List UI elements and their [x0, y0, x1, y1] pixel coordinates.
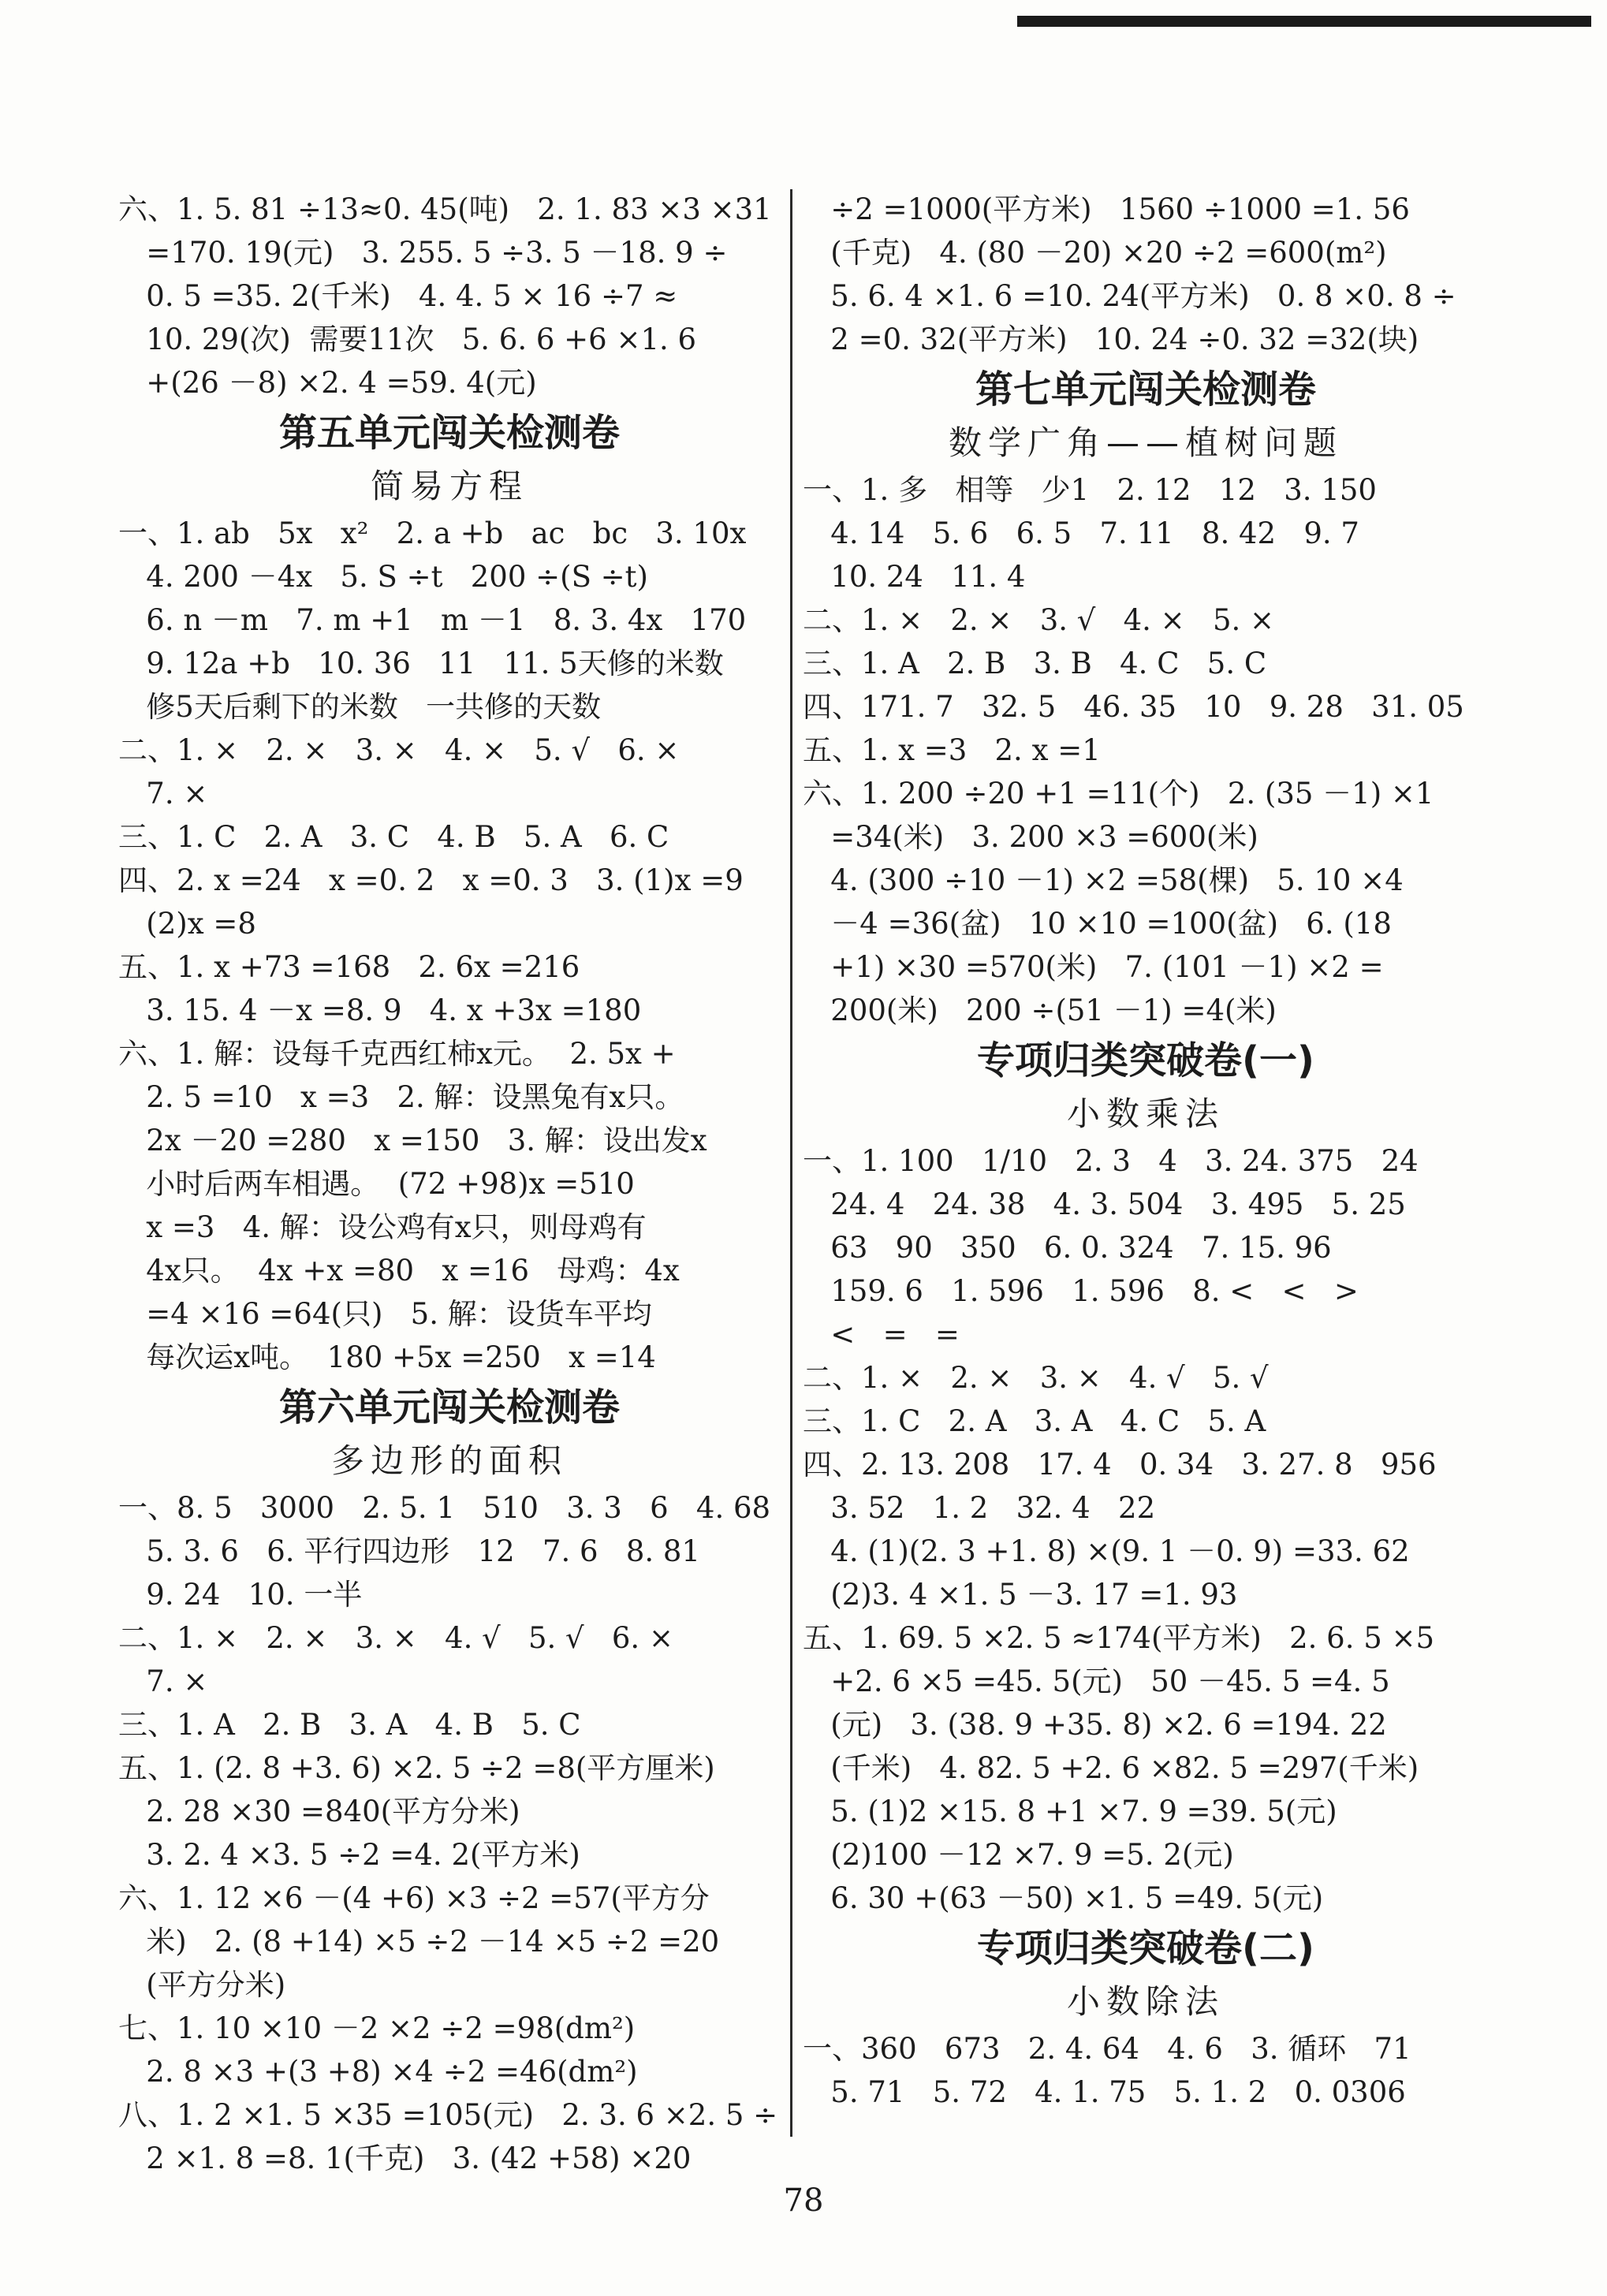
answer-line: 五、1. x =3 2. x =1 — [803, 733, 1101, 767]
answer-line: 三、1. A 2. B 3. B 4. C 5. C — [803, 647, 1267, 680]
answer-line: 一、8. 5 3000 2. 5. 1 510 3. 3 6 4. 68 — [118, 1491, 771, 1525]
answer-line: 五、1. (2. 8 +3. 6) ×2. 5 ÷2 =8(平方厘米) — [118, 1751, 715, 1785]
section-title: 专项归类突破卷(二) — [977, 1926, 1314, 1970]
answer-line: < = = — [803, 1318, 960, 1351]
answer-line: 六、1. 解：设每千克西红柿x元。 2. 5x + — [118, 1037, 676, 1071]
answer-line: 4. (1)(2. 3 +1. 8) ×(9. 1 －0. 9) =33. 62 — [803, 1534, 1410, 1568]
answer-line: +(26 －8) ×2. 4 =59. 4(元) — [118, 366, 537, 400]
answer-line: 三、1. C 2. A 3. A 4. C 5. A — [803, 1404, 1266, 1438]
answer-line: ÷2 =1000(平方米) 1560 ÷1000 =1. 56 — [803, 192, 1410, 226]
answer-line: 六、1. 5. 81 ÷13≈0. 45(吨) 2. 1. 83 ×3 ×31 — [118, 192, 772, 226]
answer-line: 5. 71 5. 72 4. 1. 75 5. 1. 2 0. 0306 — [803, 2075, 1406, 2109]
answer-line: 6. 30 +(63 －50) ×1. 5 =49. 5(元) — [803, 1881, 1324, 1915]
answer-line: 八、1. 2 ×1. 5 ×35 =105(元) 2. 3. 6 ×2. 5 ÷ — [118, 2098, 778, 2132]
answer-line: 63 90 350 6. 0. 324 7. 15. 96 — [803, 1231, 1332, 1265]
answer-line: 四、2. 13. 208 17. 4 0. 34 3. 27. 8 956 — [803, 1448, 1437, 1482]
answer-line: 4. 200 －4x 5. S ÷t 200 ÷(S ÷t) — [118, 560, 648, 594]
answer-line: 6. n －m 7. m +1 m －1 8. 3. 4x 170 — [118, 603, 747, 637]
answer-line: 二、1. × 2. × 3. × 4. × 5. √ 6. × — [118, 733, 680, 767]
answer-line: (千米) 4. 82. 5 +2. 6 ×82. 5 =297(千米) — [803, 1751, 1419, 1785]
answer-line: x =3 4. 解：设公鸡有x只，则母鸡有 — [118, 1210, 647, 1244]
answer-line: 2. 28 ×30 =840(平方分米) — [118, 1795, 520, 1828]
answer-line: 四、2. x =24 x =0. 2 x =0. 3 3. (1)x =9 — [118, 863, 744, 897]
answer-line: 200(米) 200 ÷(51 －1) =4(米) — [803, 993, 1277, 1027]
answer-line: 2. 8 ×3 +(3 +8) ×4 ÷2 =46(dm²) — [118, 2055, 638, 2089]
answer-line: =4 ×16 =64(只) 5. 解：设货车平均 — [118, 1297, 652, 1331]
answer-line: 七、1. 10 ×10 －2 ×2 ÷2 =98(dm²) — [118, 2011, 636, 2045]
answer-line: =34(米) 3. 200 ×3 =600(米) — [803, 820, 1258, 854]
answer-line: 2x －20 =280 x =150 3. 解：设出发x — [118, 1124, 707, 1157]
answer-line: 9. 24 10. 一半 — [118, 1578, 363, 1612]
answer-line: 10. 29(次) 需要11次 5. 6. 6 +6 ×1. 6 — [118, 322, 697, 356]
answer-line: 5. 3. 6 6. 平行四边形 12 7. 6 8. 81 — [118, 1534, 700, 1568]
answer-line: 3. 15. 4 －x =8. 9 4. x +3x =180 — [118, 993, 642, 1027]
answer-line: 三、1. A 2. B 3. A 4. B 5. C — [118, 1708, 581, 1742]
section-subtitle: 多边形的面积 — [330, 1441, 568, 1480]
answer-line: 五、1. 69. 5 ×2. 5 ≈174(平方米) 2. 6. 5 ×5 — [803, 1621, 1435, 1655]
section-subtitle: 数学广角——植树问题 — [948, 423, 1343, 462]
answer-line: 2 =0. 32(平方米) 10. 24 ÷0. 32 =32(块) — [803, 322, 1419, 356]
answer-line: 0. 5 =35. 2(千米) 4. 4. 5 × 16 ÷7 ≈ — [118, 279, 678, 313]
answer-line: 每次运x吨。 180 +5x =250 x =14 — [118, 1340, 656, 1374]
answer-line: 一、360 673 2. 4. 64 4. 6 3. 循环 71 — [803, 2032, 1411, 2066]
answer-line: 5. (1)2 ×15. 8 +1 ×7. 9 =39. 5(元) — [803, 1795, 1337, 1828]
left-column — [118, 188, 781, 2180]
right-column — [803, 188, 1489, 2114]
answer-line: 小时后两车相遇。 (72 +98)x =510 — [118, 1167, 635, 1201]
answer-line: 一、1. 多 相等 少1 2. 12 12 3. 150 — [803, 473, 1377, 507]
answer-line: (2)100 －12 ×7. 9 =5. 2(元) — [803, 1838, 1234, 1872]
section-title: 第七单元闯关检测卷 — [975, 367, 1316, 412]
section-title: 第六单元闯关检测卷 — [278, 1385, 620, 1429]
answer-line: 7. × — [118, 777, 208, 811]
answer-line: (2)x =8 — [118, 907, 256, 941]
answer-line: 3. 52 1. 2 32. 4 22 — [803, 1491, 1156, 1525]
section-title: 第五单元闯关检测卷 — [278, 411, 620, 455]
answer-line: 二、1. × 2. × 3. √ 4. × 5. × — [803, 603, 1275, 637]
answer-line: 2 ×1. 8 =8. 1(千克) 3. (42 +58) ×20 — [118, 2141, 692, 2175]
answer-line: 一、1. 100 1/10 2. 3 4 3. 24. 375 24 — [803, 1144, 1419, 1178]
answer-line: 米) 2. (8 +14) ×5 ÷2 －14 ×5 ÷2 =20 — [118, 1925, 720, 1959]
answer-line: 2. 5 =10 x =3 2. 解：设黑兔有x只。 — [118, 1080, 684, 1114]
answer-line: (元) 3. (38. 9 +35. 8) ×2. 6 =194. 22 — [803, 1708, 1387, 1742]
answer-line: 9. 12a +b 10. 36 11 11. 5天修的米数 — [118, 647, 724, 680]
answer-line: 4. (300 ÷10 －1) ×2 =58(棵) 5. 10 ×4 — [803, 863, 1404, 897]
answer-line: 159. 6 1. 596 1. 596 8. < < > — [803, 1274, 1359, 1308]
answer-line: 7. × — [118, 1664, 208, 1698]
answer-line: 二、1. × 2. × 3. × 4. √ 5. √ — [803, 1361, 1269, 1395]
answer-line: 六、1. 200 ÷20 +1 =11(个) 2. (35 －1) ×1 — [803, 777, 1434, 811]
answer-line: 五、1. x +73 =168 2. 6x =216 — [118, 950, 580, 984]
section-subtitle: 小数除法 — [1066, 1982, 1225, 2021]
answer-line: 5. 6. 4 ×1. 6 =10. 24(平方米) 0. 8 ×0. 8 ÷ — [803, 279, 1456, 313]
answer-line: 六、1. 12 ×6 －(4 +6) ×3 ÷2 =57(平方分 — [118, 1881, 710, 1915]
answer-line: 4x只。 4x +x =80 x =16 母鸡：4x — [118, 1254, 680, 1288]
answer-line: +2. 6 ×5 =45. 5(元) 50 －45. 5 =4. 5 — [803, 1664, 1390, 1698]
answer-line: (2)3. 4 ×1. 5 －3. 17 =1. 93 — [803, 1578, 1238, 1612]
section-subtitle: 小数乘法 — [1066, 1094, 1225, 1133]
answer-line: 二、1. × 2. × 3. × 4. √ 5. √ 6. × — [118, 1621, 673, 1655]
page-number: 78 — [783, 2182, 824, 2219]
answer-line: 4. 14 5. 6 6. 5 7. 11 8. 42 9. 7 — [803, 516, 1359, 550]
top-decorative-rule — [1017, 16, 1591, 27]
answer-line: 10. 24 11. 4 — [803, 560, 1026, 594]
answer-line: +1) ×30 =570(米) 7. (101 －1) ×2 = — [803, 950, 1384, 984]
answer-line: 24. 4 24. 38 4. 3. 504 3. 495 5. 25 — [803, 1187, 1406, 1221]
answer-line: (千克) 4. (80 －20) ×20 ÷2 =600(m²) — [803, 236, 1387, 270]
answer-line: 三、1. C 2. A 3. C 4. B 5. A 6. C — [118, 820, 669, 854]
answer-line: (平方分米) — [118, 1968, 286, 2002]
answer-line: －4 =36(盆) 10 ×10 =100(盆) 6. (18 — [803, 907, 1392, 941]
answer-line: 四、171. 7 32. 5 46. 35 10 9. 28 31. 05 — [803, 690, 1464, 724]
answer-line: 3. 2. 4 ×3. 5 ÷2 =4. 2(平方米) — [118, 1838, 580, 1872]
section-title: 专项归类突破卷(一) — [977, 1038, 1314, 1083]
column-divider — [790, 189, 792, 2137]
section-subtitle: 简易方程 — [370, 467, 528, 505]
answer-line: 修5天后剩下的米数 一共修的天数 — [118, 690, 602, 724]
answer-line: 一、1. ab 5x x² 2. a +b ac bc 3. 10x — [118, 516, 747, 550]
answer-line: =170. 19(元) 3. 255. 5 ÷3. 5 －18. 9 ÷ — [118, 236, 728, 270]
